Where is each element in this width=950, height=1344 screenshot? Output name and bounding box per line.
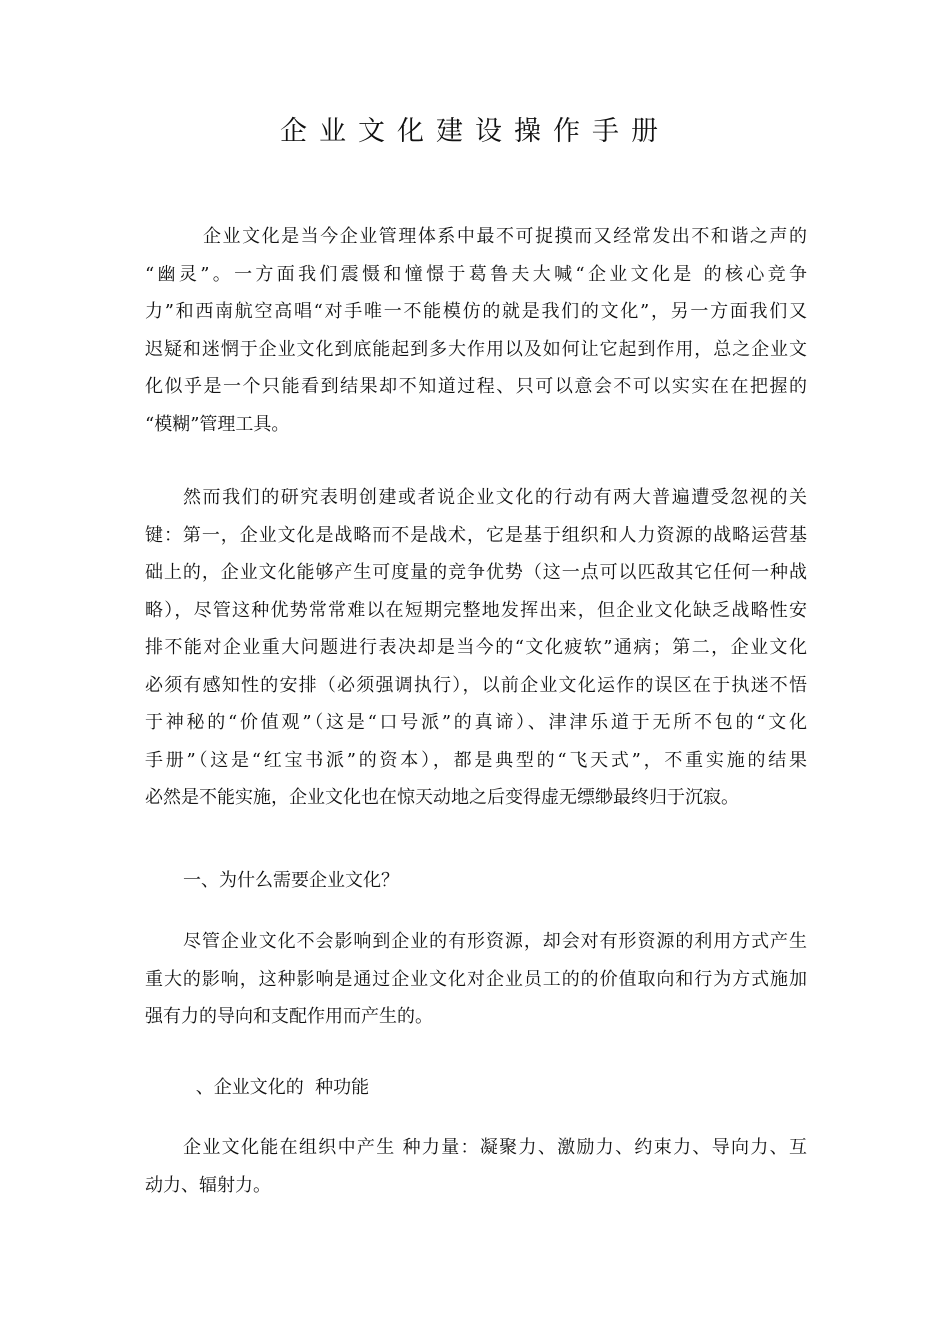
paragraph-why: [145, 923, 807, 1036]
paragraph-line: 企业文化是当今企业管理体系中最不可捉摸而又经常发出不和谐之声的: [203, 226, 807, 247]
paragraph-line: “模糊”管理工具。: [145, 413, 290, 435]
paragraph-line: 动力、辐射力。: [145, 1174, 271, 1196]
section-heading-functions: 、企业文化的 种功能: [190, 1077, 370, 1098]
paragraph-line: 础上的，企业文化能够产生可度量的竞争优势（这一点可以匹敌其它任何一种战: [145, 562, 807, 583]
paragraph-line: “幽灵”。一方面我们震慑和憧憬于葛鲁夫大喊“企业文化是 的核心竞争: [145, 263, 807, 285]
paragraph-line: 键：第一，企业文化是战略而不是战术，它是基于组织和人力资源的战略运营基: [145, 524, 807, 546]
section-heading-why: 一、为什么需要企业文化？: [183, 870, 399, 891]
paragraph-line: 必须有感知性的安排（必须强调执行），以前企业文化运作的误区在于执迷不悟: [145, 674, 807, 696]
paragraph-line: 排不能对企业重大问题进行表决却是当今的“文化疲软”通病；第二，企业文化: [145, 637, 807, 658]
paragraph-line: 尽管企业文化不会影响到企业的有形资源，却会对有形资源的利用方式产生: [183, 931, 807, 952]
paragraph-research: [145, 479, 807, 817]
paragraph-line: 迟疑和迷惘于企业文化到底能起到多大作用以及如何让它起到作用，总之企业文: [145, 338, 807, 360]
paragraph-line: 重大的影响，这种影响是通过企业文化对企业员工的的价值取向和行为方式施加: [145, 968, 807, 990]
paragraph-line: 于神秘的“价值观”（这是“口号派”的真谛）、津津乐道于无所不包的“文化: [145, 712, 807, 733]
paragraph-line: 化似乎是一个只能看到结果却不知道过程、只可以意会不可以实实在在把握的: [145, 376, 807, 397]
document-title: 企业文化建设操作手册: [280, 116, 670, 147]
paragraph-intro: [145, 218, 807, 443]
paragraph-line: 强有力的导向和支配作用而产生的。: [145, 1006, 433, 1027]
paragraph-line: 然而我们的研究表明创建或者说企业文化的行动有两大普遍遭受忽视的关: [183, 487, 807, 508]
paragraph-line: 必然是不能实施，企业文化也在惊天动地之后变得虚无缥缈最终归于沉寂。: [145, 787, 739, 808]
paragraph-line: 手册”（这是“红宝书派”的资本），都是典型的“飞天式”，不重实施的结果: [145, 749, 807, 771]
paragraph-line: 企业文化能在组织中产生 种力量：凝聚力、激励力、约束力、导向力、互: [183, 1137, 807, 1158]
paragraph-line: 力”和西南航空高唱“对手唯一不能模仿的就是我们的文化”，另一方面我们又: [145, 301, 807, 322]
paragraph-functions: [145, 1129, 807, 1204]
paragraph-line: 略），尽管这种优势常常难以在短期完整地发挥出来，但企业文化缺乏战略性安: [145, 599, 807, 621]
